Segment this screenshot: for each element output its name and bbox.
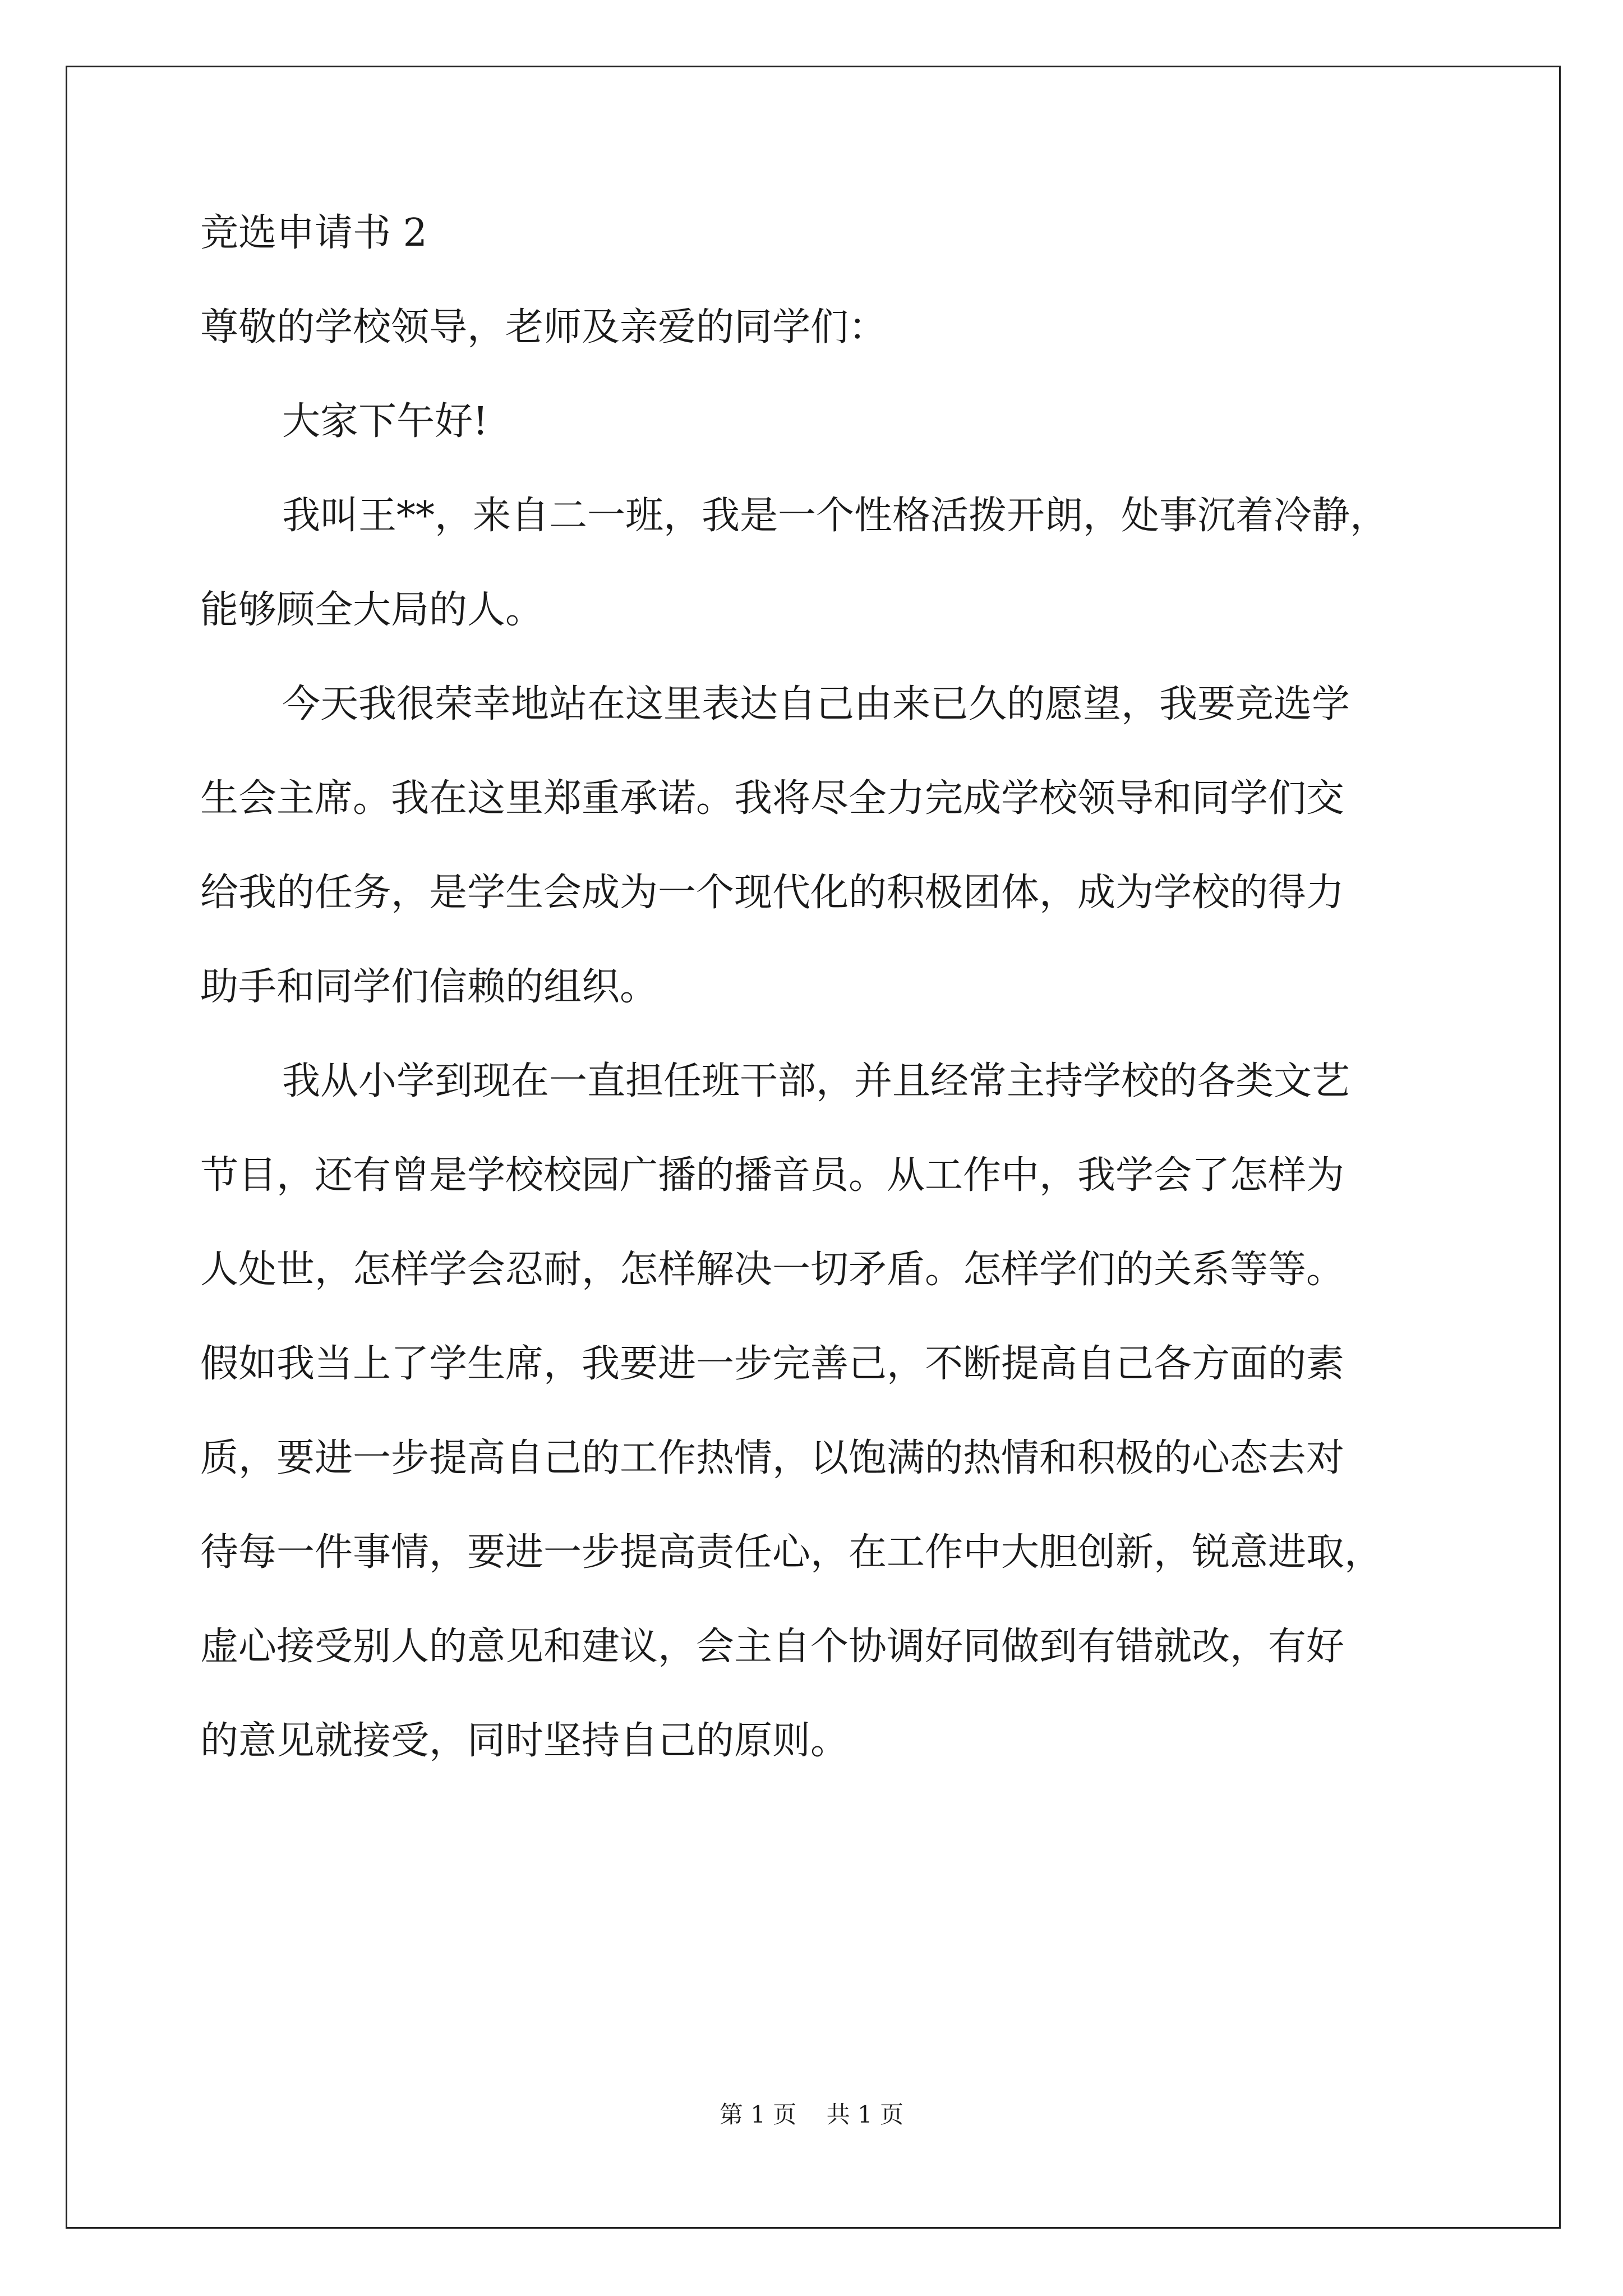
paragraph-2-line-2: 生会主席。我在这里郑重承诺。我将尽全力完成学校领导和同学们交 bbox=[200, 776, 1345, 821]
page-footer: 第 1 页 共 1 页 bbox=[719, 2101, 904, 2128]
paragraph-3-line-7: 虚心接受别人的意见和建议，会主自个协调好同做到有错就改，有好 bbox=[200, 1625, 1345, 1669]
paragraph-1-line-1: 我叫王**，来自二一班，我是一个性格活拨开朗，处事沉着冷静， bbox=[282, 494, 1389, 538]
paragraph-3-line-8: 的意见就接受，同时坚持自己的原则。 bbox=[200, 1719, 849, 1763]
paragraph-2-line-1: 今天我很荣幸地站在这里表达自己由来已久的愿望，我要竞选学 bbox=[282, 682, 1350, 726]
paragraph-3-line-5: 质，要进一步提高自己的工作热情，以饱满的热情和积极的心态去对 bbox=[200, 1436, 1345, 1480]
paragraph-2-line-3: 给我的任务，是学生会成为一个现代化的积极团体，成为学校的得力 bbox=[200, 871, 1345, 915]
paragraph-3-line-4: 假如我当上了学生席，我要进一步完善己，不断提高自己各方面的素 bbox=[200, 1342, 1345, 1386]
paragraph-3-line-6: 待每一件事情，要进一步提高责任心，在工作中大胆创新，锐意进取， bbox=[200, 1530, 1383, 1575]
paragraph-2-line-4: 助手和同学们信赖的组织。 bbox=[200, 965, 658, 1009]
paragraph-3-line-3: 人处世，怎样学会忍耐，怎样解决一切矛盾。怎样学们的关系等等。 bbox=[200, 1248, 1345, 1292]
greeting: 大家下午好! bbox=[282, 399, 488, 444]
paragraph-3-line-2: 节目，还有曾是学校校园广播的播音员。从工作中，我学会了怎样为 bbox=[200, 1153, 1345, 1198]
salutation: 尊敬的学校领导，老师及亲爱的同学们： bbox=[200, 305, 887, 349]
paragraph-3-line-1: 我从小学到现在一直担任班干部，并且经常主持学校的各类文艺 bbox=[282, 1059, 1350, 1103]
page-border bbox=[66, 66, 1561, 2229]
document-title: 竞选申请书 2 bbox=[200, 211, 427, 255]
paragraph-1-line-2: 能够顾全大局的人。 bbox=[200, 588, 544, 632]
